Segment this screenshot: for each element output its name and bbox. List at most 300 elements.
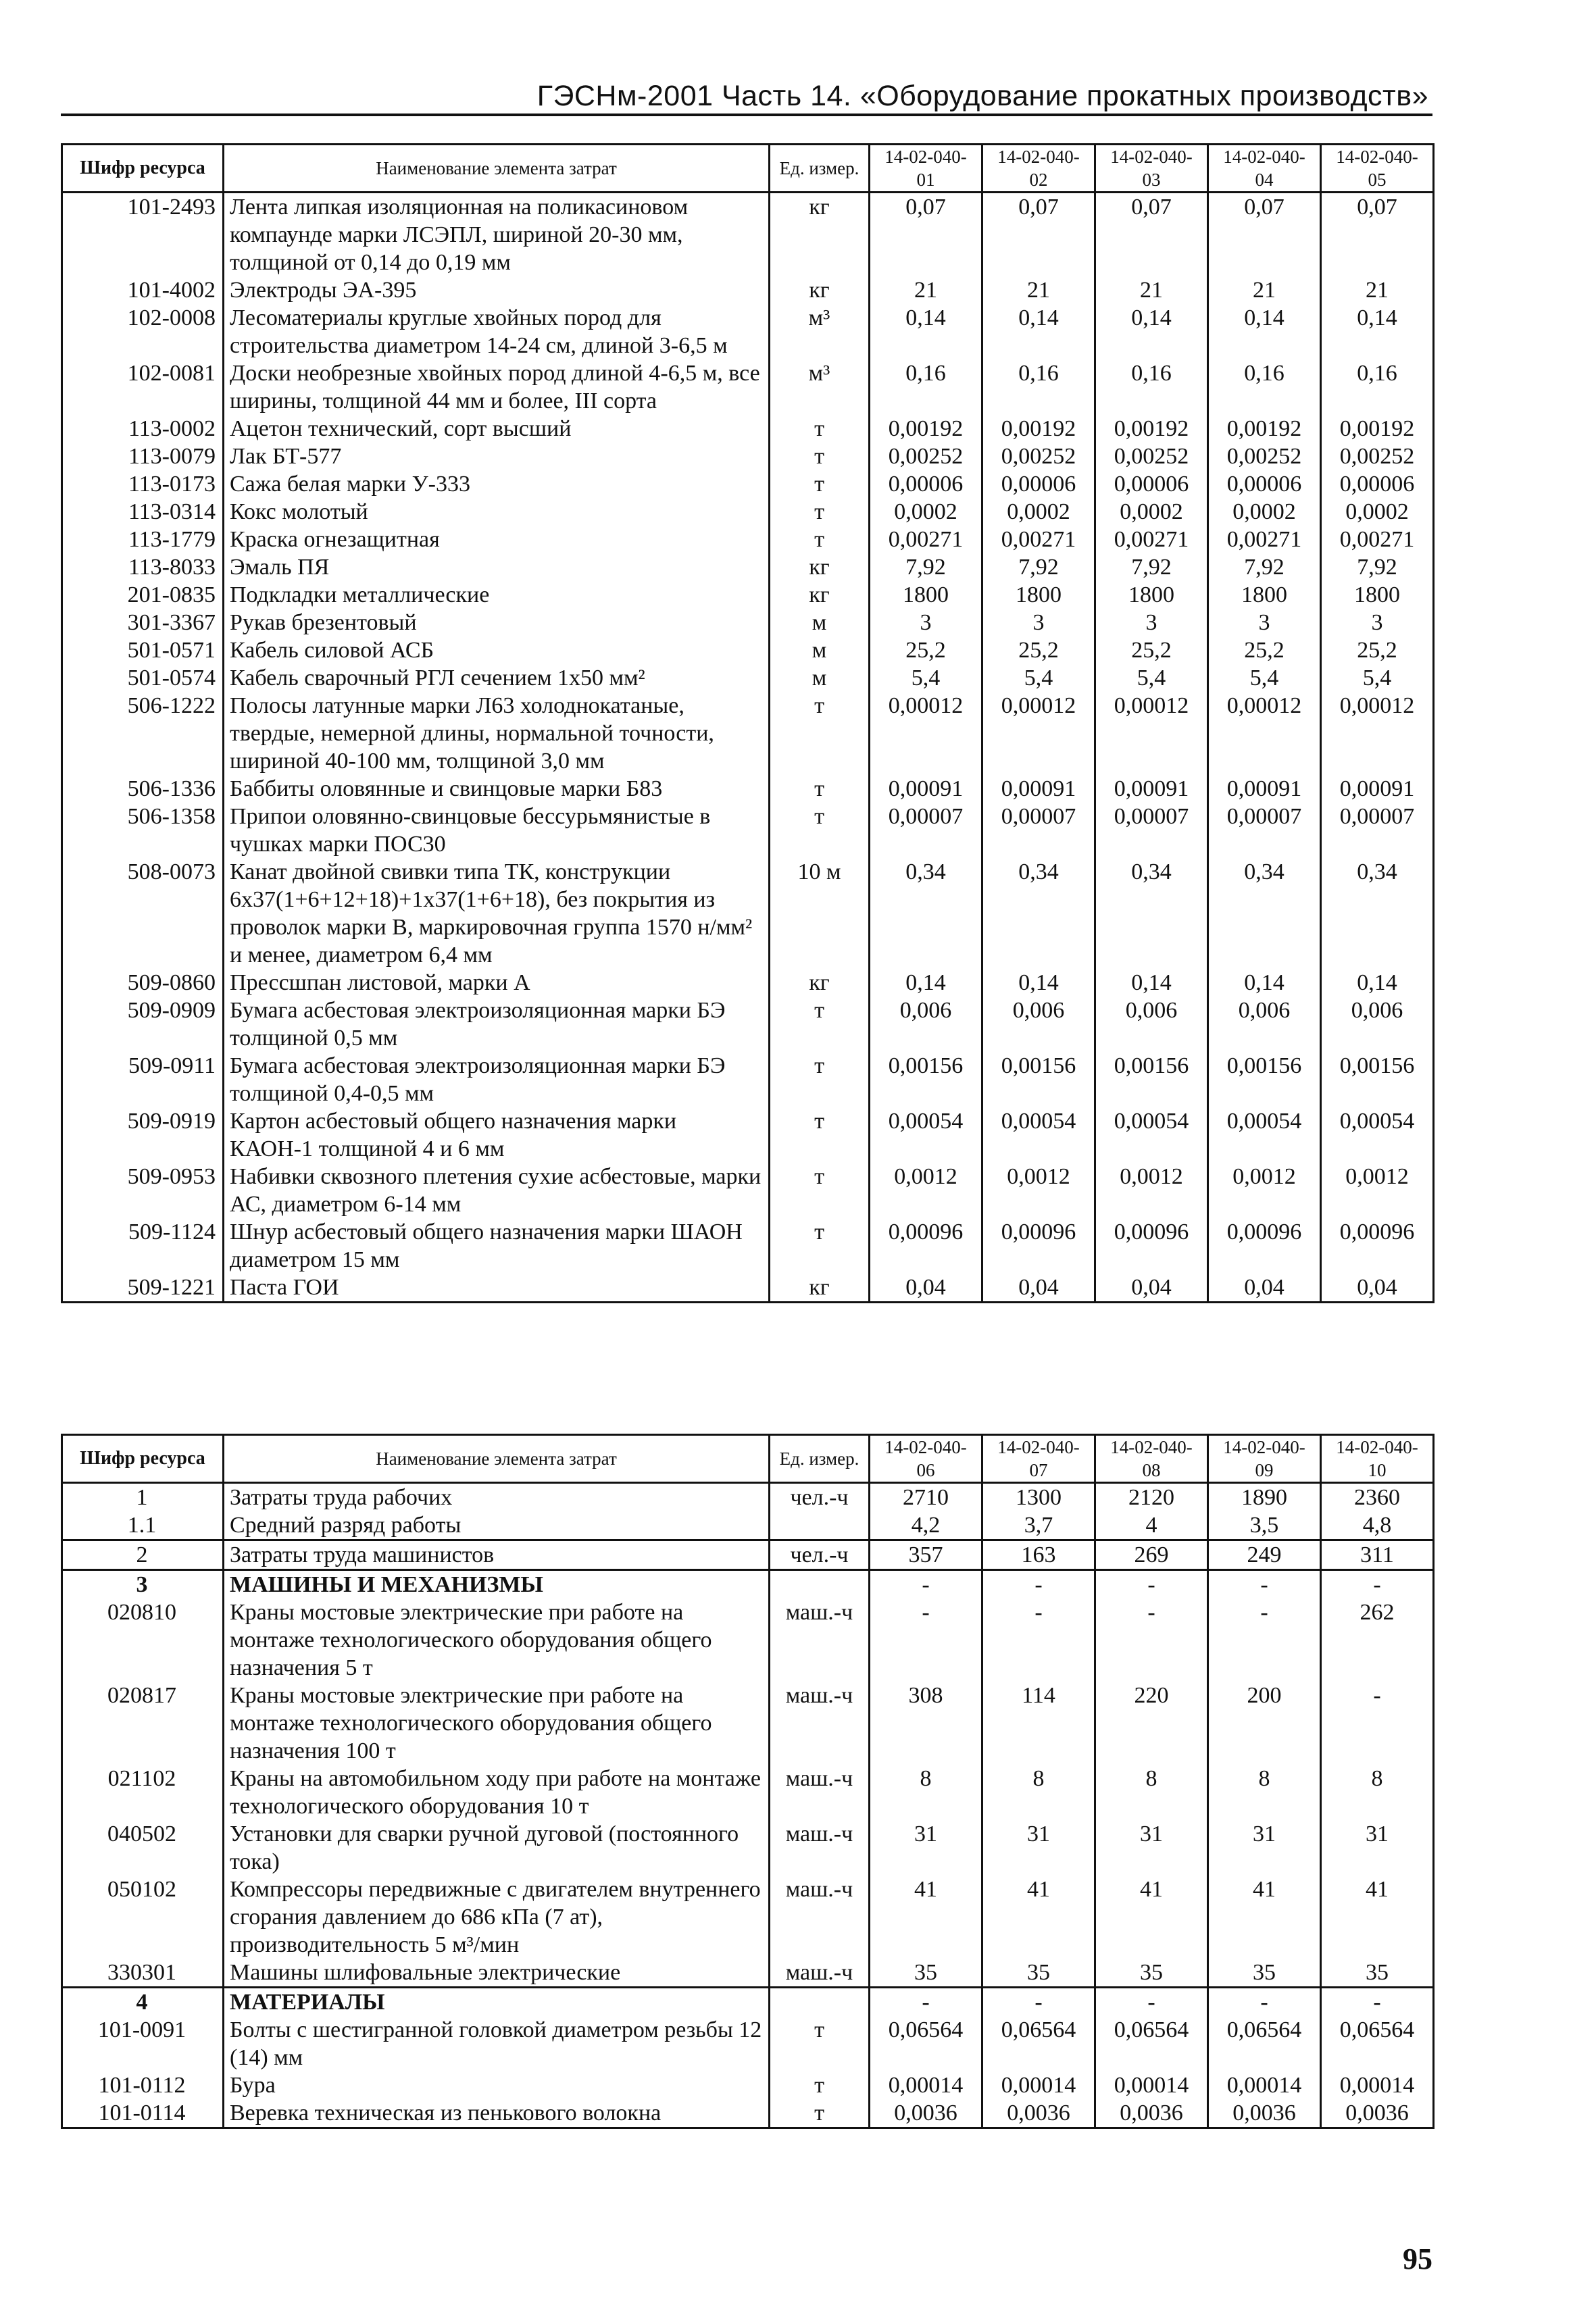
resource-value: 41 — [870, 1876, 982, 1959]
resource-value: 0,006 — [1321, 997, 1434, 1052]
table-header-row — [62, 1435, 1434, 1483]
resource-value: 0,00252 — [1208, 443, 1321, 470]
resource-name: Бура — [224, 2071, 770, 2099]
resource-name: МАТЕРИАЛЫ — [224, 1988, 770, 2017]
resource-value: 4 — [1095, 1511, 1208, 1540]
resource-value: 3 — [1208, 609, 1321, 636]
column-header: Шифр ресурса — [62, 145, 224, 193]
resource-unit: т — [770, 498, 870, 526]
resource-value: 0,00271 — [1321, 526, 1434, 553]
resource-value: 31 — [870, 1820, 982, 1876]
resource-value: 0,16 — [870, 359, 982, 415]
resource-value: 249 — [1208, 1540, 1321, 1570]
resource-value: 0,34 — [982, 858, 1095, 969]
resource-value: 25,2 — [1321, 636, 1434, 664]
resource-value: 0,06564 — [1321, 2016, 1434, 2071]
resource-value: 0,00271 — [982, 526, 1095, 553]
table-row — [62, 609, 1434, 636]
resource-value: 0,07 — [1321, 193, 1434, 277]
column-header: Наименование элемента затрат — [224, 1435, 770, 1483]
resource-value: 2710 — [870, 1483, 982, 1512]
resource-value: 0,00096 — [1095, 1218, 1208, 1274]
table-row — [62, 1511, 1434, 1540]
resource-unit: кг — [770, 1274, 870, 1303]
resource-code: 506-1358 — [62, 803, 224, 858]
resource-value: 0,00014 — [870, 2071, 982, 2099]
resource-name: Набивки сквозного плетения сухие асбестовые, марки АС, диаметром 6-14 мм — [224, 1163, 770, 1218]
column-header: 14-02-040-06 — [870, 1435, 982, 1483]
resource-value: 0,00156 — [1208, 1052, 1321, 1107]
resource-value: 25,2 — [982, 636, 1095, 664]
resource-value: 0,00271 — [870, 526, 982, 553]
resources-table-1 — [61, 143, 1435, 1303]
resource-value: 0,14 — [982, 304, 1095, 359]
resource-name: Кокс молотый — [224, 498, 770, 526]
resource-value: 0,00007 — [1095, 803, 1208, 858]
resource-value: 0,34 — [1208, 858, 1321, 969]
column-header: 14-02-040-04 — [1208, 145, 1321, 193]
resource-code: 1.1 — [62, 1511, 224, 1540]
resource-code: 101-0114 — [62, 2099, 224, 2128]
resource-unit: м³ — [770, 304, 870, 359]
resource-name: Паста ГОИ — [224, 1274, 770, 1303]
resource-value: 0,00096 — [982, 1218, 1095, 1274]
resource-name: Подкладки металлические — [224, 581, 770, 609]
resource-value: 1800 — [982, 581, 1095, 609]
resource-code: 040502 — [62, 1820, 224, 1876]
resource-name: Машины шлифовальные электрические — [224, 1959, 770, 1988]
resource-value: 0,07 — [1095, 193, 1208, 277]
resource-unit: маш.-ч — [770, 1765, 870, 1820]
resource-value: 2360 — [1321, 1483, 1434, 1512]
resource-code: 506-1222 — [62, 692, 224, 775]
resource-value: 0,06564 — [1208, 2016, 1321, 2071]
resource-unit: чел.-ч — [770, 1540, 870, 1570]
table-row — [62, 1876, 1434, 1959]
resource-value: 5,4 — [870, 664, 982, 692]
resource-name: Краны мостовые электрические при работе на монтаже технологического оборудования общего назначения 5 т — [224, 1599, 770, 1682]
resource-value: 3 — [1321, 609, 1434, 636]
resource-code: 101-4002 — [62, 276, 224, 304]
resource-value: 0,00192 — [1095, 415, 1208, 443]
resource-code: 102-0008 — [62, 304, 224, 359]
resource-name: Компрессоры передвижные с двигателем внутреннего сгорания давлением до 686 кПа (7 ат), производительность 5 м³/мин — [224, 1876, 770, 1959]
resource-value: 1800 — [870, 581, 982, 609]
resource-value: 0,00007 — [1321, 803, 1434, 858]
resource-value: 0,00156 — [982, 1052, 1095, 1107]
resource-value: - — [1321, 1682, 1434, 1765]
resource-value: 8 — [982, 1765, 1095, 1820]
resource-value: 3,7 — [982, 1511, 1095, 1540]
resource-code: 113-1779 — [62, 526, 224, 553]
table-row — [62, 1682, 1434, 1765]
resource-value: - — [1321, 1988, 1434, 2017]
resource-unit: маш.-ч — [770, 1959, 870, 1988]
resource-value: - — [1321, 1570, 1434, 1599]
resource-code: 113-0314 — [62, 498, 224, 526]
column-header: 14-02-040-10 — [1321, 1435, 1434, 1483]
resource-value: 0,00156 — [1095, 1052, 1208, 1107]
resource-value: 3 — [1095, 609, 1208, 636]
resource-value: 8 — [1095, 1765, 1208, 1820]
resource-unit: т — [770, 775, 870, 803]
resource-code: 113-0173 — [62, 470, 224, 498]
resource-value: 0,0002 — [870, 498, 982, 526]
resource-unit: т — [770, 2071, 870, 2099]
resource-unit: м — [770, 609, 870, 636]
resource-value: 0,16 — [982, 359, 1095, 415]
resource-unit: т — [770, 1218, 870, 1274]
resource-value: 8 — [870, 1765, 982, 1820]
resource-value: 41 — [1095, 1876, 1208, 1959]
resource-value: - — [982, 1570, 1095, 1599]
resource-name: Эмаль ПЯ — [224, 553, 770, 581]
resource-name: Прессшпан листовой, марки А — [224, 969, 770, 997]
resource-value: 0,00192 — [870, 415, 982, 443]
resource-unit: маш.-ч — [770, 1876, 870, 1959]
column-header: 14-02-040-05 — [1321, 145, 1434, 193]
resource-name: Затраты труда машинистов — [224, 1540, 770, 1570]
resource-name: Шнур асбестовый общего назначения марки ШАОН диаметром 15 мм — [224, 1218, 770, 1274]
resource-name: Бумага асбестовая электроизоляционная марки БЭ толщиной 0,5 мм — [224, 997, 770, 1052]
resource-value: 0,06564 — [870, 2016, 982, 2071]
resource-value: 0,00006 — [1095, 470, 1208, 498]
resource-unit — [770, 1511, 870, 1540]
resource-value: 31 — [1321, 1820, 1434, 1876]
resource-value: 41 — [1208, 1876, 1321, 1959]
resource-name: Кабель сварочный РГЛ сечением 1х50 мм² — [224, 664, 770, 692]
table-row — [62, 803, 1434, 858]
resource-unit: т — [770, 1107, 870, 1163]
resource-name: Лесоматериалы круглые хвойных пород для строительства диаметром 14-24 см, длиной 3-6,5 м — [224, 304, 770, 359]
resource-value: 0,0036 — [1321, 2099, 1434, 2128]
resource-value: 0,00252 — [982, 443, 1095, 470]
resource-unit: кг — [770, 969, 870, 997]
resource-value: 31 — [1208, 1820, 1321, 1876]
resource-unit: т — [770, 443, 870, 470]
resource-unit: т — [770, 1163, 870, 1218]
resource-value: 35 — [1208, 1959, 1321, 1988]
resource-value: 0,14 — [870, 304, 982, 359]
column-header: Шифр ресурса — [62, 1435, 224, 1483]
resource-value: 25,2 — [870, 636, 982, 664]
resource-value: 0,16 — [1321, 359, 1434, 415]
resource-code: 509-0911 — [62, 1052, 224, 1107]
column-header: 14-02-040-02 — [982, 145, 1095, 193]
resource-value: 0,0012 — [870, 1163, 982, 1218]
table-row — [62, 193, 1434, 277]
table-row — [62, 498, 1434, 526]
table-row — [62, 1483, 1434, 1512]
resource-value: 163 — [982, 1540, 1095, 1570]
resource-value: 0,0002 — [1095, 498, 1208, 526]
resource-value: 1800 — [1208, 581, 1321, 609]
resource-value: 0,00192 — [982, 415, 1095, 443]
column-header: Ед. измер. — [770, 1435, 870, 1483]
resource-value: 311 — [1321, 1540, 1434, 1570]
resource-value: - — [870, 1988, 982, 2017]
table-body — [62, 193, 1434, 1303]
resource-value: 0,0012 — [1321, 1163, 1434, 1218]
resource-value: 200 — [1208, 1682, 1321, 1765]
resource-code: 509-1124 — [62, 1218, 224, 1274]
resource-code: 1 — [62, 1483, 224, 1512]
resource-value: 35 — [870, 1959, 982, 1988]
resource-unit: м — [770, 636, 870, 664]
resource-value: 35 — [1095, 1959, 1208, 1988]
table-row — [62, 415, 1434, 443]
table-header-row — [62, 145, 1434, 193]
resource-value: 0,006 — [1095, 997, 1208, 1052]
resource-value: 21 — [1321, 276, 1434, 304]
resource-unit: т — [770, 2099, 870, 2128]
resource-value: 8 — [1321, 1765, 1434, 1820]
resource-name: Полосы латунные марки Л63 холоднокатаные, твердые, немерной длины, нормальной точности, шириной 40-100 мм, толщиной 3,0 мм — [224, 692, 770, 775]
resource-value: 0,14 — [1321, 969, 1434, 997]
resource-value: 220 — [1095, 1682, 1208, 1765]
resource-unit: т — [770, 526, 870, 553]
resource-value: 3 — [982, 609, 1095, 636]
resource-value: 0,16 — [1208, 359, 1321, 415]
resource-code: 113-0079 — [62, 443, 224, 470]
resource-name: Рукав брезентовый — [224, 609, 770, 636]
resource-name: Ацетон технический, сорт высший — [224, 415, 770, 443]
resource-value: 0,00006 — [1321, 470, 1434, 498]
resource-value: 31 — [982, 1820, 1095, 1876]
resource-value: 1890 — [1208, 1483, 1321, 1512]
resource-value: 0,14 — [982, 969, 1095, 997]
resource-unit — [770, 1570, 870, 1599]
resource-value: 0,00054 — [1321, 1107, 1434, 1163]
resource-value: 0,0036 — [1208, 2099, 1321, 2128]
resource-value: 0,00096 — [1321, 1218, 1434, 1274]
column-header: 14-02-040-03 — [1095, 145, 1208, 193]
table-row — [62, 2099, 1434, 2128]
column-header: 14-02-040-01 — [870, 145, 982, 193]
resource-unit: маш.-ч — [770, 1599, 870, 1682]
resource-name: Бумага асбестовая электроизоляционная марки БЭ толщиной 0,4-0,5 мм — [224, 1052, 770, 1107]
resource-value: 0,04 — [870, 1274, 982, 1303]
resource-value: 0,07 — [870, 193, 982, 277]
table-row — [62, 1599, 1434, 1682]
resource-code: 501-0571 — [62, 636, 224, 664]
table-row — [62, 1765, 1434, 1820]
resource-value: 0,0002 — [982, 498, 1095, 526]
table-row — [62, 470, 1434, 498]
resource-value: 262 — [1321, 1599, 1434, 1682]
resource-code: 2 — [62, 1540, 224, 1570]
table-row — [62, 553, 1434, 581]
resource-code: 509-0860 — [62, 969, 224, 997]
table-row — [62, 1052, 1434, 1107]
resource-unit: кг — [770, 553, 870, 581]
resource-unit: м — [770, 664, 870, 692]
resource-value: - — [870, 1570, 982, 1599]
resource-value: 0,00014 — [1321, 2071, 1434, 2099]
resource-value: 21 — [982, 276, 1095, 304]
resource-value: - — [1095, 1599, 1208, 1682]
resource-value: - — [1095, 1988, 1208, 2017]
resource-value: 0,34 — [1321, 858, 1434, 969]
resource-value: 8 — [1208, 1765, 1321, 1820]
resource-value: 0,00156 — [1321, 1052, 1434, 1107]
resource-value: 21 — [1208, 276, 1321, 304]
resource-value: - — [1208, 1570, 1321, 1599]
resource-value: 31 — [1095, 1820, 1208, 1876]
resource-value: 0,0002 — [1208, 498, 1321, 526]
table-row — [62, 969, 1434, 997]
table-row — [62, 997, 1434, 1052]
resource-value: 0,14 — [870, 969, 982, 997]
table-body — [62, 1483, 1434, 2128]
resource-value: 0,04 — [982, 1274, 1095, 1303]
resource-value: 0,00271 — [1095, 526, 1208, 553]
resource-unit: маш.-ч — [770, 1682, 870, 1765]
resource-unit: т — [770, 997, 870, 1052]
resource-value: 0,00192 — [1208, 415, 1321, 443]
resource-value: 0,00014 — [982, 2071, 1095, 2099]
resource-value: 0,0002 — [1321, 498, 1434, 526]
resource-value: 5,4 — [1095, 664, 1208, 692]
resource-value: 0,00054 — [1208, 1107, 1321, 1163]
resource-value: 0,14 — [1321, 304, 1434, 359]
table-row — [62, 692, 1434, 775]
table-row — [62, 1820, 1434, 1876]
resource-value: - — [870, 1599, 982, 1682]
table-row — [62, 1274, 1434, 1303]
resource-name: Болты с шестигранной головкой диаметром резьбы 12 (14) мм — [224, 2016, 770, 2071]
resource-value: 0,14 — [1208, 304, 1321, 359]
resource-value: 0,00012 — [870, 692, 982, 775]
resource-name: Канат двойной свивки типа ТК, конструкции 6х37(1+6+12+18)+1х37(1+6+18), без покрытия из проволок марки В, маркировочная группа 1570 н/мм² и менее, диаметром 6,4 мм — [224, 858, 770, 969]
resource-code: 113-8033 — [62, 553, 224, 581]
resource-name: Кабель силовой АСБ — [224, 636, 770, 664]
resource-code: 021102 — [62, 1765, 224, 1820]
resource-unit: т — [770, 692, 870, 775]
resource-code: 201-0835 — [62, 581, 224, 609]
resource-value: 0,00014 — [1208, 2071, 1321, 2099]
resource-name: Установки для сварки ручной дуговой (постоянного тока) — [224, 1820, 770, 1876]
resource-code: 509-0909 — [62, 997, 224, 1052]
resource-value: - — [1208, 1599, 1321, 1682]
resources-table-2 — [61, 1434, 1435, 2129]
resource-value: 4,2 — [870, 1511, 982, 1540]
resource-code: 3 — [62, 1570, 224, 1599]
table-row — [62, 1163, 1434, 1218]
table-row — [62, 359, 1434, 415]
resource-value: 0,34 — [870, 858, 982, 969]
column-header: 14-02-040-09 — [1208, 1435, 1321, 1483]
resource-code: 102-0081 — [62, 359, 224, 415]
table-row — [62, 1959, 1434, 1988]
resource-value: 21 — [870, 276, 982, 304]
resource-value: 308 — [870, 1682, 982, 1765]
resource-unit: т — [770, 1052, 870, 1107]
resource-value: 0,16 — [1095, 359, 1208, 415]
resource-code: 101-2493 — [62, 193, 224, 277]
resource-value: 0,07 — [1208, 193, 1321, 277]
resource-unit: кг — [770, 276, 870, 304]
table-row — [62, 304, 1434, 359]
resource-value: 0,04 — [1208, 1274, 1321, 1303]
resource-name: Баббиты оловянные и свинцовые марки Б83 — [224, 775, 770, 803]
resource-value: 0,00014 — [1095, 2071, 1208, 2099]
resource-value: 1300 — [982, 1483, 1095, 1512]
resource-value: 2120 — [1095, 1483, 1208, 1512]
resource-value: - — [982, 1988, 1095, 2017]
resource-value: 0,00054 — [1095, 1107, 1208, 1163]
resource-name: Краны мостовые электрические при работе на монтаже технологического оборудования общего назначения 100 т — [224, 1682, 770, 1765]
resource-value: 0,006 — [982, 997, 1095, 1052]
table-row — [62, 2071, 1434, 2099]
resource-unit: т — [770, 415, 870, 443]
resource-value: 357 — [870, 1540, 982, 1570]
resource-value: 0,00252 — [870, 443, 982, 470]
resource-name: Лак БТ-577 — [224, 443, 770, 470]
resource-name: МАШИНЫ И МЕХАНИЗМЫ — [224, 1570, 770, 1599]
resource-value: 0,006 — [870, 997, 982, 1052]
resource-value: 0,14 — [1095, 304, 1208, 359]
resource-unit: т — [770, 803, 870, 858]
column-header: Наименование элемента затрат — [224, 145, 770, 193]
resource-name: Припои оловянно-свинцовые бессурьмянистые в чушках марки ПОС30 — [224, 803, 770, 858]
resource-unit: т — [770, 470, 870, 498]
resource-value: 269 — [1095, 1540, 1208, 1570]
resource-code: 113-0002 — [62, 415, 224, 443]
resource-value: 0,00252 — [1095, 443, 1208, 470]
resource-unit: чел.-ч — [770, 1483, 870, 1512]
table-row — [62, 1107, 1434, 1163]
resource-unit: маш.-ч — [770, 1820, 870, 1876]
resource-value: 0,00007 — [982, 803, 1095, 858]
resource-value: 0,00192 — [1321, 415, 1434, 443]
resource-value: 0,00012 — [1321, 692, 1434, 775]
resource-code: 301-3367 — [62, 609, 224, 636]
resource-value: 0,00091 — [870, 775, 982, 803]
resource-unit: кг — [770, 193, 870, 277]
resource-value: 0,00091 — [1095, 775, 1208, 803]
resource-name: Средний разряд работы — [224, 1511, 770, 1540]
resource-value: 7,92 — [1321, 553, 1434, 581]
resource-value: 5,4 — [982, 664, 1095, 692]
resource-value: 5,4 — [1208, 664, 1321, 692]
resource-value: 0,00156 — [870, 1052, 982, 1107]
resource-code: 020810 — [62, 1599, 224, 1682]
resource-unit: кг — [770, 581, 870, 609]
resource-value: 0,00007 — [870, 803, 982, 858]
resource-value: 0,00252 — [1321, 443, 1434, 470]
resource-code: 506-1336 — [62, 775, 224, 803]
resource-value: 0,006 — [1208, 997, 1321, 1052]
page-header-title: ГЭСНм-2001 Часть 14. «Оборудование прокатных производств» — [537, 80, 1428, 112]
resource-name: Сажа белая марки У-333 — [224, 470, 770, 498]
resource-value: 0,00012 — [1095, 692, 1208, 775]
resource-value: - — [1095, 1570, 1208, 1599]
resource-value: 0,00054 — [982, 1107, 1095, 1163]
resource-code: 330301 — [62, 1959, 224, 1988]
resource-code: 020817 — [62, 1682, 224, 1765]
resource-value: 0,0036 — [982, 2099, 1095, 2128]
resource-value: 114 — [982, 1682, 1095, 1765]
resource-code: 509-1221 — [62, 1274, 224, 1303]
resource-value: 1800 — [1321, 581, 1434, 609]
column-header: 14-02-040-07 — [982, 1435, 1095, 1483]
resource-value: 25,2 — [1095, 636, 1208, 664]
resource-value: 0,06564 — [982, 2016, 1095, 2071]
resource-value: 0,00012 — [982, 692, 1095, 775]
resource-unit: т — [770, 2016, 870, 2071]
resource-value: 0,04 — [1095, 1274, 1208, 1303]
